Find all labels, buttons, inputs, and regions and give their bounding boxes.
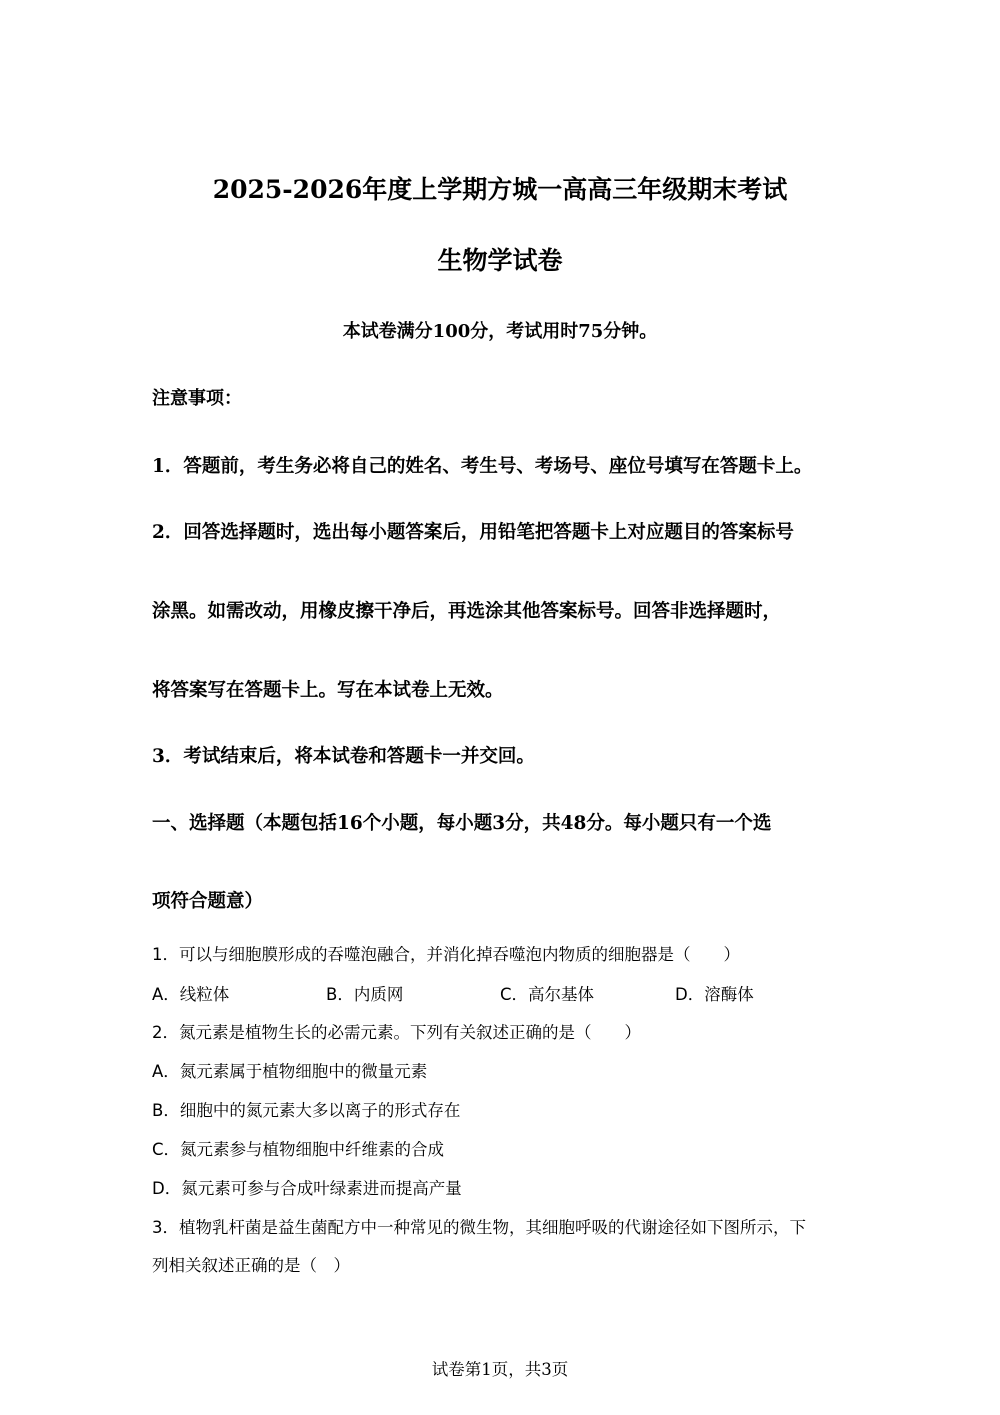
exam-title: 2025-2026年度上学期方城一高高三年级期末考试 (212, 175, 788, 204)
question-1-option-a: A．线粒体 (152, 985, 230, 1004)
notes-heading: 注意事项： (152, 388, 242, 409)
question-2-option-b: B．细胞中的氮元素大多以离子的形式存在 (152, 1101, 461, 1120)
exam-info: 本试卷满分100分，考试用时75分钟。 (342, 321, 658, 342)
note-line-5: 3．考试结束后，将本试卷和答题卡一并交回。 (152, 746, 535, 767)
note-line-2: 2．回答选择题时，选出每小题答案后，用铅笔把答题卡上对应题目的答案标号 (152, 522, 794, 543)
question-3-stem-line-1: 3．植物乳杆菌是益生菌配方中一种常见的微生物，其细胞呼吸的代谢途径如下图所示，下 (152, 1218, 806, 1237)
question-1-option-b: B．内质网 (326, 985, 404, 1004)
question-1-option-c: C．高尔基体 (500, 985, 595, 1004)
section-heading-line-1: 一、选择题（本题包括16个小题，每小题3分，共48分。每小题只有一个选 (152, 813, 772, 834)
exam-subtitle: 生物学试卷 (437, 246, 563, 275)
page-footer: 试卷第1页，共3页 (431, 1360, 569, 1379)
note-line-4: 将答案写在答题卡上。写在本试卷上无效。 (152, 680, 504, 701)
note-line-1: 1．答题前，考生务必将自己的姓名、考生号、考场号、座位号填写在答题卡上。 (152, 456, 813, 477)
section-heading-line-2: 项符合题意） (152, 891, 264, 912)
note-line-3: 涂黑。如需改动，用橡皮擦干净后，再选涂其他答案标号。回答非选择题时， (152, 601, 782, 622)
question-2-option-d: D．氮元素可参与合成叶绿素进而提高产量 (152, 1179, 462, 1198)
question-1-stem: 1．可以与细胞膜形成的吞噬泡融合，并消化掉吞噬泡内物质的细胞器是（ ） (152, 945, 740, 964)
question-2-stem: 2．氮元素是植物生长的必需元素。下列有关叙述正确的是（ ） (152, 1023, 641, 1042)
question-2-option-c: C．氮元素参与植物细胞中纤维素的合成 (152, 1140, 445, 1159)
question-3-stem-line-2: 列相关叙述正确的是（ ） (152, 1256, 350, 1275)
question-2-option-a: A．氮元素属于植物细胞中的微量元素 (152, 1062, 428, 1081)
question-1-option-d: D．溶酶体 (675, 985, 754, 1004)
